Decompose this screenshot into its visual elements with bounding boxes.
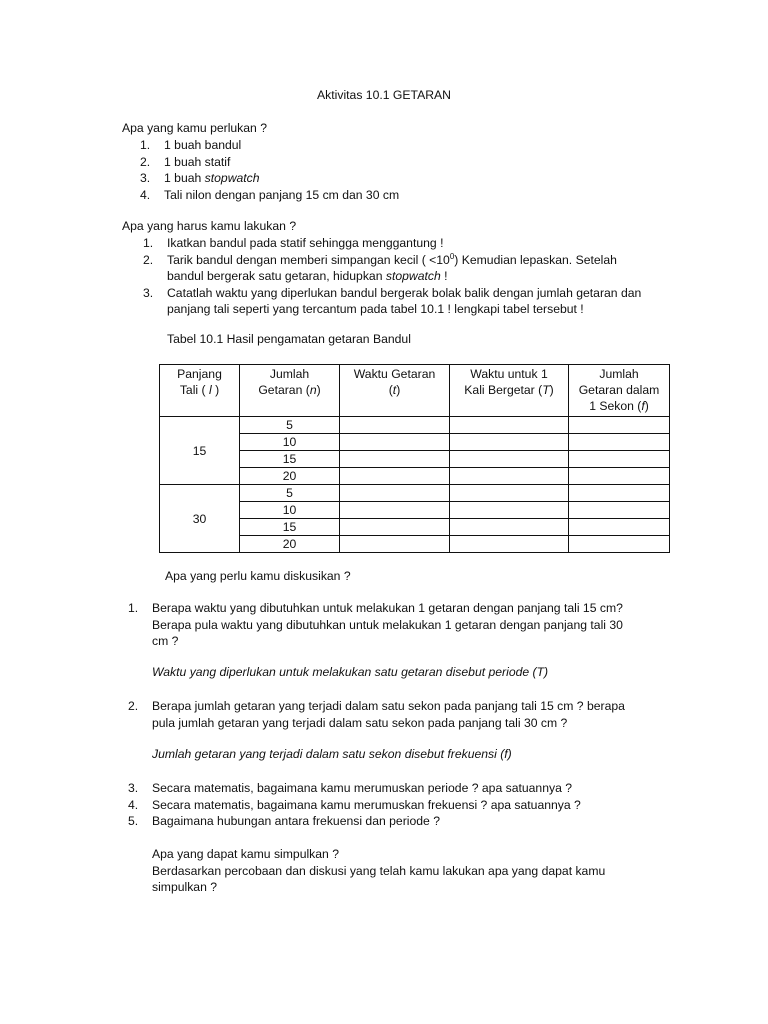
question-text: Berapa jumlah getaran yang terjadi dalam satu sekon pada panjang tali 15 cm ? berapa [152,699,625,713]
period-cell[interactable] [450,434,569,451]
question-number: 2. [128,699,139,713]
step-number: 3. [143,285,154,300]
step-item [143,251,641,269]
step-text: bandul bergerak satu getaran, hidupkan [167,269,386,283]
step-item [143,235,641,252]
question-number: 1. [128,601,139,615]
frequency-cell[interactable] [569,502,670,519]
length-cell: 15 [160,417,240,485]
discussion-q2 [128,698,625,731]
list-item [140,170,399,187]
frequency-cell[interactable] [569,485,670,502]
header-text: Jumlah [599,367,639,381]
time-cell[interactable] [340,536,450,553]
list-text-italic: stopwatch [204,171,260,185]
period-cell[interactable] [450,502,569,519]
observation-table [159,364,670,553]
time-cell[interactable] [340,434,450,451]
header-text: 1 Sekon (f) [589,399,649,413]
steps-list [143,235,642,318]
question-number: 5. [128,814,139,828]
header-text: Jumlah [269,367,310,381]
note-frekuensi: Jumlah getaran yang terjadi dalam satu sekon disebut frekuensi (f) [152,747,512,761]
list-item [140,137,399,154]
step-item [143,285,642,302]
question-text: cm ? [152,634,179,648]
header-time [340,365,450,417]
table-row [160,417,670,434]
conclusion-heading: Apa yang dapat kamu simpulkan ? [152,847,339,861]
count-cell: 10 [240,502,340,519]
discussion-q3-q5 [128,780,581,830]
header-text: Waktu Getaran [353,367,436,381]
question-item [128,698,625,715]
discussion-heading: Apa yang perlu kamu diskusikan ? [165,569,351,583]
step-number: 1. [143,236,154,250]
header-length [160,365,240,417]
frequency-cell[interactable] [569,417,670,434]
frequency-cell[interactable] [569,451,670,468]
question-text: pula jumlah getaran yang terjadi dalam satu sekon pada panjang tali 30 cm ? [152,715,568,730]
time-cell[interactable] [340,417,450,434]
materials-heading: Apa yang kamu perlukan ? [122,121,267,135]
period-cell[interactable] [450,417,569,434]
discussion-q1 [128,600,623,650]
conclusion-text: simpulkan ? [152,880,218,894]
header-text: Tali ( l ) [179,383,220,397]
list-item [140,154,399,171]
list-text: 1 buah [164,171,205,185]
list-number: 4. [140,187,151,202]
header-frequency [569,365,670,417]
step-text: panjang tali seperti yang tercantum pada tabel 10.1 ! lengkapi tabel tersebut ! [167,302,584,316]
question-item [128,600,623,617]
question-item [128,813,581,830]
header-text: (t) [388,383,401,397]
list-text: 1 buah statif [164,154,231,169]
question-item [128,797,581,814]
period-cell[interactable] [450,451,569,468]
count-cell: 20 [240,536,340,553]
superscript-degree: 0 [449,251,455,261]
list-text: 1 buah bandul [164,138,242,152]
step-item-continued [167,268,641,285]
conclusion-section [152,846,605,896]
table-caption: Tabel 10.1 Hasil pengamatan getaran Bandul [167,332,411,346]
header-period [450,365,569,417]
length-cell: 30 [160,485,240,553]
time-cell[interactable] [340,502,450,519]
page-title: Aktivitas 10.1 GETARAN [317,88,451,102]
table-row [160,485,670,502]
step-number: 2. [143,252,154,267]
header-text: Waktu untuk 1 [470,367,548,381]
count-cell: 15 [240,451,340,468]
step-text: Tarik bandul dengan memberi simpangan kecil ( <10 [167,252,450,267]
step-text: ! [440,269,448,283]
count-cell: 5 [240,485,340,502]
list-number: 2. [140,154,151,169]
time-cell[interactable] [340,468,450,485]
time-cell[interactable] [340,485,450,502]
frequency-cell[interactable] [569,536,670,553]
time-cell[interactable] [340,451,450,468]
time-cell[interactable] [340,519,450,536]
question-number: 3. [128,781,139,795]
count-cell: 10 [240,434,340,451]
list-text: Tali nilon dengan panjang 15 cm dan 30 cm [164,187,400,202]
step-text: Ikatkan bandul pada statif sehingga menggantung ! [167,236,444,250]
period-cell[interactable] [450,536,569,553]
frequency-cell[interactable] [569,519,670,536]
question-text: Secara matematis, bagaimana kamu merumuskan frekuensi ? apa satuannya ? [152,797,581,812]
count-cell: 15 [240,519,340,536]
header-text: Panjang [177,367,222,381]
question-text: Berapa pula waktu yang dibutuhkan untuk melakukan 1 getaran dengan panjang tali 30 [152,617,623,632]
header-count [240,365,340,417]
period-cell[interactable] [450,468,569,485]
table-header-row [160,365,670,417]
step-item-continued [167,301,641,318]
note-periode: Waktu yang diperlukan untuk melakukan satu getaran disebut periode (T) [152,665,549,679]
list-number: 1. [140,138,151,152]
header-text: Getaran (n) [258,383,321,397]
list-number: 3. [140,171,151,185]
steps-heading: Apa yang harus kamu lakukan ? [122,219,297,233]
step-text-italic: stopwatch [385,269,441,283]
step-text: Catatlah waktu yang diperlukan bandul bergerak bolak balik dengan jumlah getaran dan [167,285,642,300]
conclusion-text: Berdasarkan percobaan dan diskusi yang telah kamu lakukan apa yang dapat kamu [152,863,606,878]
header-text: Getaran dalam [578,383,660,397]
frequency-cell[interactable] [569,468,670,485]
count-cell: 20 [240,468,340,485]
question-text: Bagaimana hubungan antara frekuensi dan periode ? [152,814,440,828]
question-text: Berapa waktu yang dibutuhkan untuk melakukan 1 getaran dengan panjang tali 15 cm? [152,601,623,615]
step-text: ) Kemudian lepaskan. Setelah [454,252,617,267]
question-number: 4. [128,797,139,812]
frequency-cell[interactable] [569,434,670,451]
list-item [140,187,400,204]
materials-list [140,137,400,203]
period-cell[interactable] [450,519,569,536]
question-item [128,780,581,797]
header-text: Kali Bergetar (T) [464,383,554,397]
question-text: Secara matematis, bagaimana kamu merumuskan periode ? apa satuannya ? [152,781,573,795]
period-cell[interactable] [450,485,569,502]
count-cell: 5 [240,417,340,434]
